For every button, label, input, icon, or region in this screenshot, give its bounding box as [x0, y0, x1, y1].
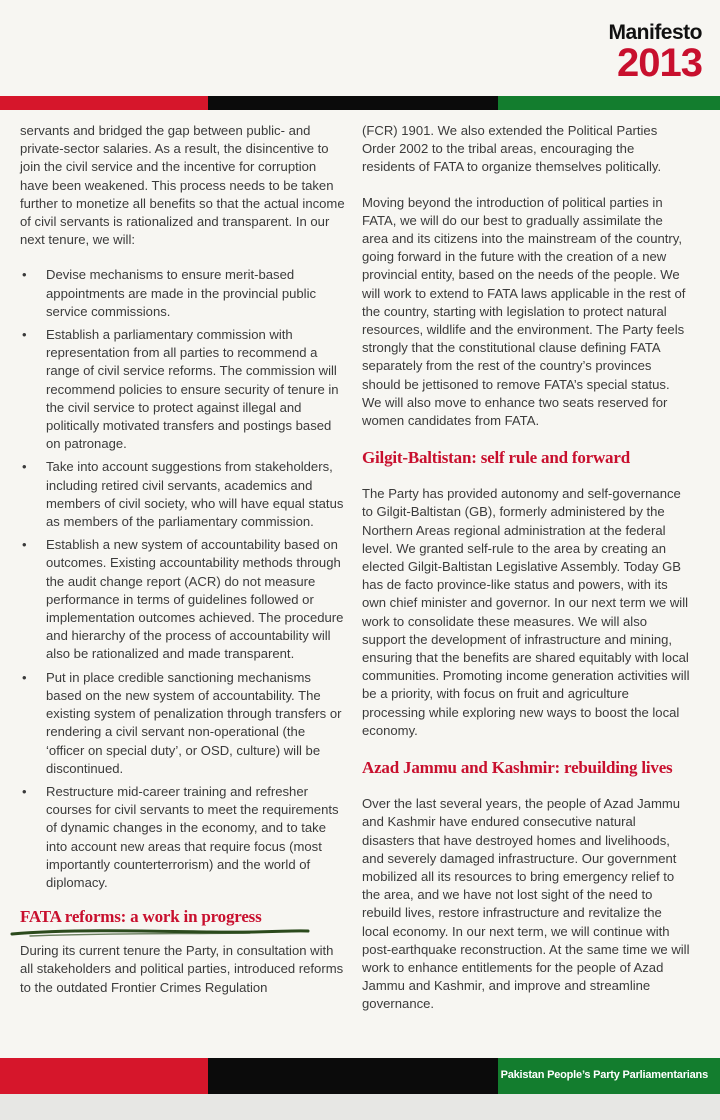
fata-second-paragraph: Moving beyond the introduction of political parties in FATA, we will do our best to gradually assimilate the area and its citizens into the mainstream of the country, going forward in the future with the creation of a new provincial entity, based on the needs of the people. We will work to extend to FATA laws applicable in the rest of the country, starting with legislation to protect natural resources, wildlife and the environment. The Party feels strongly that the constitutional clause defining FATA separately from the rest of the country’s provinces should be jettisoned to remove FATA’s special status. We will also move to enhance two seats reserved for women candidates from FATA.: [362, 194, 686, 429]
bullet-text: Establish a parliamentary commission with representation from all parties to recommend a range of civil service reforms. The commission will recommend policies to ensure security of tenure in the civil service to protect against illegal and politically motivated transfers and postings based on patronage.: [46, 327, 339, 452]
list-item: [20, 783, 346, 892]
ajk-paragraph: Over the last several years, the people of Azad Jammu and Kashmir have endured consecutive natural disasters that have destroyed homes and livelihoods, and severely damaged infrastructure. Our government mobilized all its resources to bring emergency relief to the area, and we have not lost sight of the need to rebuild lives, restore infrastructure and revitalize the local economy. In our next term, we will continue with post-earthquake reconstruction. At the same time we will work to enhance entitlements for the people of Azad Jammu and Kashmir, and improve and streamline governance.: [362, 796, 690, 1012]
left-column: [20, 122, 346, 1014]
fata-paragraph: During its current tenure the Party, in consultation with all stakeholders and political parties, introduced reforms to the outdated Frontier Crimes Regulation: [20, 943, 344, 995]
bullet-text: Put in place credible sanctioning mechanisms based on the new system of accountability. The existing system of penalization through transfers or rendering a civil servant non-operational (the ‘officer on special duty’, or OSD, culture) will be discontinued.: [46, 669, 342, 776]
list-item: [20, 669, 346, 778]
gilgit-baltistan-heading: Gilgit-Baltistan: self rule and forward: [362, 448, 630, 468]
fata-continued-paragraph: (FCR) 1901. We also extended the Political Parties Order 2002 to the tribal areas, encouraging the residents of FATA to organize themselves politically.: [362, 123, 662, 175]
bullet-icon: •: [22, 537, 27, 553]
stripe-green: [498, 96, 720, 110]
bullet-icon: •: [22, 783, 27, 799]
list-item: [20, 266, 346, 321]
reform-bullet-list: [20, 266, 346, 892]
ajk-heading: Azad Jammu and Kashmir: rebuilding lives: [362, 758, 673, 778]
party-name: Pakistan People’s Party Parliamentarians: [500, 1069, 708, 1081]
brand-word: Manifesto: [608, 21, 702, 44]
list-item: [20, 536, 346, 663]
footer-red: [0, 1058, 208, 1094]
bullet-text: Take into account suggestions from stakeholders, including retired civil servants, academics and members of civil society, who will have equal status as members of the parliamentary commission.: [46, 459, 344, 530]
fata-heading: [20, 906, 346, 928]
footer-color-band: [0, 1058, 720, 1094]
bullet-icon: •: [22, 327, 27, 343]
intro-paragraph: servants and bridged the gap between public- and private-sector salaries. As a result, the disincentive to join the civil service and the incentive for corruption have been weakened. This process needs to be taken further to monetize all benefits so that the actual income of civil servants is rationalized and transparent. In our next tenure, we will:: [20, 123, 345, 248]
manifesto-brand: [608, 21, 702, 85]
bullet-text: Restructure mid-career training and refresher courses for civil servants to meet the requirements of dynamic changes in the economy, and to take into account new areas that require focus (most importantly counterterrorism) and the world of diplomacy.: [46, 783, 339, 890]
footer-green: [498, 1058, 720, 1094]
list-item: [20, 326, 346, 453]
bullet-icon: •: [22, 267, 27, 283]
brand-year: 2013: [617, 41, 702, 85]
highlight-underline: [10, 926, 310, 938]
stripe-red: [0, 96, 208, 110]
top-color-stripe: [0, 96, 720, 110]
bullet-icon: •: [22, 459, 27, 475]
gilgit-baltistan-paragraph: The Party has provided autonomy and self-governance to Gilgit-Baltistan (GB), formerly administered by the Northern Areas regional administration at the federal level. We granted self-rule to the area by creating an elected Gilgit-Baltistan Legislative Assembly. Today GB has de facto province-like status and powers, with its own chief minister and governor. In our next term we will work to consolidate these measures. We will also support the development of infrastructure and mining, ensuring that the benefits are shared equitably with local communities. Promoting income generation activities will be a priority, with focus on fruit and agriculture processing while exploring new ways to boost the local economy.: [362, 486, 690, 738]
bottom-margin: [0, 1094, 720, 1120]
fata-heading-text: FATA reforms: a work in progress: [20, 907, 262, 927]
right-column: [362, 122, 690, 1031]
list-item: [20, 458, 346, 531]
bullet-text: Establish a new system of accountability based on outcomes. Existing accountability methods through the audit change report (ACR) do not measure performance in terms of guidelines followed or implementation outcomes achieved. The procedure and hierarchy of the process of accountability will also be rationalized and made transparent.: [46, 537, 344, 662]
bullet-text: Devise mechanisms to ensure merit-based appointments are made in the provincial public service commissions.: [46, 267, 317, 319]
footer-black: [208, 1058, 498, 1094]
stripe-black: [208, 96, 498, 110]
bullet-icon: •: [22, 669, 27, 685]
